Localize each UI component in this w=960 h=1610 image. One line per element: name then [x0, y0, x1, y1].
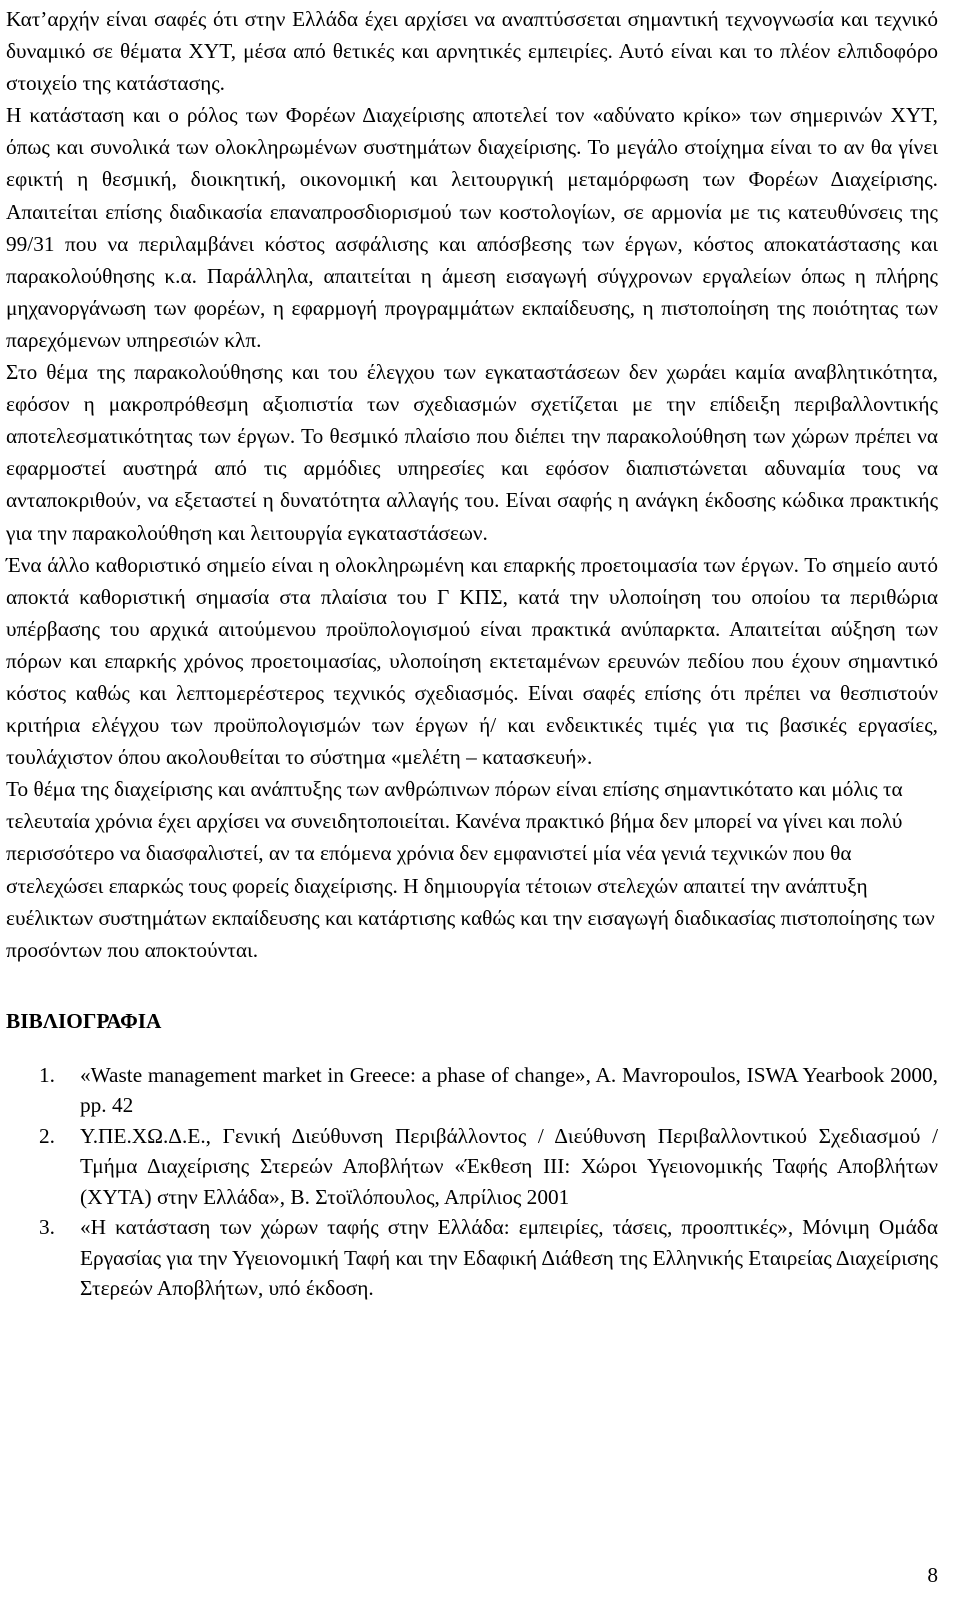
paragraph-project-preparation: Ένα άλλο καθοριστικό σημείο είναι η ολοκληρωμένη και επαρκής προετοιμασία των έργων. Το σημείο αυτό αποκτά καθοριστική σημασία στα πλαίσια του Γ ΚΠΣ, κατά την υλοποίηση του οποίου τα περιθώρια υπέρβασης του αρχικά αιτούμενου προϋπολογισμού είναι πρακτικά ανύπαρκτα. Απαιτείται αύξηση των πόρων και επαρκής χρόνος προετοιμασίας, υλοποίηση εκτεταμένων ερευνών πεδίου που έχουν σημαντικό κόστος καθώς και λεπτομερέστερος τεχνικός σχεδιασμός. Είναι σαφές επίσης ότι πρέπει να θεσπιστούν κριτήρια ελέγχου των προϋπολογισμών των έργων ή/ και ενδεικτικές τιμές για τις βασικές εργασίες, τουλάχιστον όπου ακολουθείται το σύστημα «μελέτη – κατασκευή».	[6, 552, 938, 770]
bibliography-item-text: «Waste management market in Greece: a phase of change», A. Mavropoulos, ISWA Yearbook 2000, pp. 42	[80, 1062, 938, 1118]
bibliography-item-number: 2.	[39, 1123, 55, 1148]
bibliography-heading: ΒΙΒΛΙΟΓΡΑΦΙΑ	[6, 1008, 162, 1033]
paragraph-management-bodies: Η κατάσταση και ο ρόλος των Φορέων Διαχείρισης αποτελεί τον «αδύνατο κρίκο» των σημερινών ΧΥΤ, όπως και συνολικά των ολοκληρωμένων συστημάτων διαχείρισης. Το μεγάλο στοίχημα είναι το αν θα γίνει εφικτή η θεσμική, διοικητική, οικονομική και λειτουργική μεταμόρφωση των Φορέων Διαχείρισης. Απαιτείται επίσης διαδικασία επαναπροσδιορισμού των κοστολογίων, σε αρμονία με τις κατευθύνσεις της 99/31 που να περιλαμβάνει κόστος ασφάλισης και απόσβεσης των έργων, κόστος αποκατάστασης και παρακολούθησης κ.α. Παράλληλα, απαιτείται η άμεση εισαγωγή σύγχρονων εργαλείων όπως η πλήρης μηχανοργάνωση των φορέων, η εφαρμογή προγραμμάτων εκπαίδευσης, η πιστοποίηση της ποιότητας των παρεχόμενων υπηρεσιών κλπ.	[6, 103, 938, 352]
bibliography-item	[6, 1121, 938, 1213]
spacer	[6, 966, 938, 1005]
bibliography-item-text: «Η κατάσταση των χώρων ταφής στην Ελλάδα: εμπειρίες, τάσεις, προοπτικές», Μόνιμη Ομάδα Εργασίας για την Υγειονομική Ταφή και την Εδαφική Διάθεση της Ελληνικής Εταιρείας Διαχείρισης Στερεών Αποβλήτων, υπό έκδοση.	[80, 1215, 938, 1301]
bibliography-item-text: Υ.ΠΕ.ΧΩ.Δ.Ε., Γενική Διεύθυνση Περιβάλλοντος / Διεύθυνση Περιβαλλοντικού Σχεδιασμού / Τμήμα Διαχείρισης Στερεών Αποβλήτων «Έκθεση ΙΙΙ: Χώροι Υγειονομικής Ταφής Αποβλήτων (ΧΥΤΑ) στην Ελλάδα», Β. Στοϊλόπουλος, Απρίλιος 2001	[80, 1123, 938, 1209]
bibliography-list	[6, 1060, 938, 1304]
bibliography-item-number: 1.	[39, 1062, 55, 1087]
paragraph-monitoring: Στο θέμα της παρακολούθησης και του έλεγχου των εγκαταστάσεων δεν χωράει καμία αναβλητικότητα, εφόσον η μακροπρόθεσμη αξιοπιστία των σχεδιασμών σχετίζεται με την επίδειξη περιβαλλοντικής αποτελεσματικότητας των έργων. Το θεσμικό πλαίσιο που διέπει την παρακολούθηση των χώρων πρέπει να εφαρμοστεί αυστηρά από τις αρμόδιες υπηρεσίες και εφόσον διαπιστώνεται αδυναμία τους να ανταποκριθούν, να εξεταστεί η δυνατότητα αλλαγής του. Είναι σαφής η ανάγκη έκδοσης κώδικα πρακτικής για την παρακολούθηση και λειτουργία εγκαταστάσεων.	[6, 360, 938, 545]
page-number: 8	[927, 1563, 938, 1587]
bibliography-item	[6, 1060, 938, 1121]
bibliography-item	[6, 1212, 938, 1304]
paragraph-human-resources: Το θέμα της διαχείρισης και ανάπτυξης των ανθρώπινων πόρων είναι επίσης σημαντικότατο και μόλις τα τελευταία χρόνια έχει αρχίσει να συνειδητοποιείται. Κανένα πρακτικό βήμα δεν μπορεί να γίνει και πολύ περισσότερο να διασφαλιστεί, αν τα επόμενα χρόνια δεν εμφανιστεί μία νέα γενιά τεχνικών που θα στελεχώσει επαρκώς τους φορείς διαχείρισης. Η δημιουργία τέτοιων στελεχών απαιτεί την ανάπτυξη ευέλικτων συστημάτων εκπαίδευσης και κατάρτισης καθώς και την εισαγωγή διαδικασίας πιστοποίησης των προσόντων που αποκτούνται.	[6, 777, 935, 962]
document-body	[6, 3, 938, 1304]
spacer	[6, 1037, 938, 1060]
paragraph-know-how: Κατ’αρχήν είναι σαφές ότι στην Ελλάδα έχει αρχίσει να αναπτύσσεται σημαντική τεχνογνωσία και τεχνικό δυναμικό σε θέματα ΧΥΤ, μέσα από θετικές και αρνητικές εμπειρίες. Αυτό είναι και το πλέον ελπιδοφόρο στοιχείο της κατάστασης.	[6, 7, 938, 96]
bibliography-item-number: 3.	[39, 1215, 55, 1240]
